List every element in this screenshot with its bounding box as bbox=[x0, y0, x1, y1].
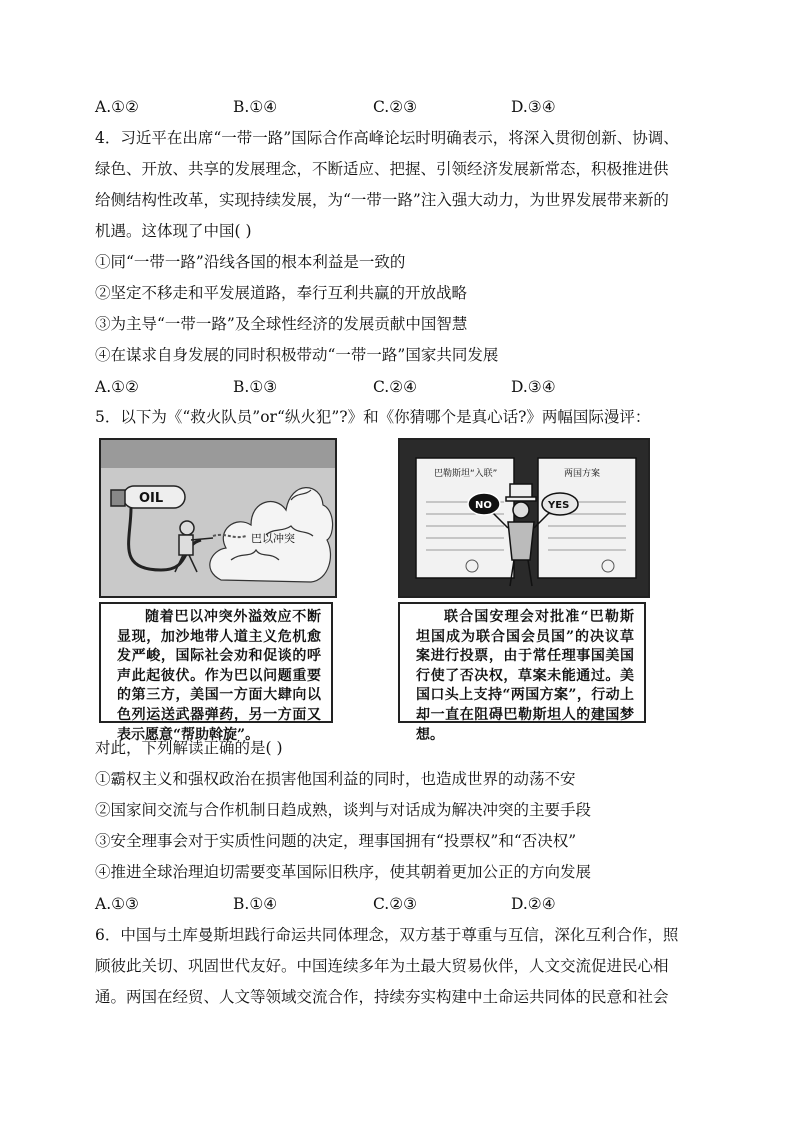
comic-firefighter-drawing bbox=[101, 440, 335, 596]
q5-option-b[interactable]: B.①④ bbox=[233, 895, 278, 913]
q3-option-b[interactable]: B.①④ bbox=[233, 98, 278, 116]
q5-option-a[interactable]: A.①③ bbox=[95, 895, 139, 913]
q4-statement-4: ④在谋求自身发展的同时积极带动“一带一路”国家共同发展 bbox=[95, 346, 499, 364]
comic-veto bbox=[398, 438, 650, 598]
comic-firefighter-caption-text: 随着巴以冲突外溢效应不断显现，加沙地带人道主义危机愈发严峻，国际社会劝和促谈的呼声此起彼伏。作为巴以问题重要的第三方，美国一方面大肆向以色列运送武器弹药，另一方面又表示愿意“帮助斡旋”。 bbox=[117, 609, 321, 743]
q4-statement-3: ③为主导“一带一路”及全球性经济的发展贡献中国智慧 bbox=[95, 315, 468, 333]
q6-stem-line-3: 通。两国在经贸、人文等领域交流合作，持续夯实构建中土命运共同体的民意和社会 bbox=[95, 988, 669, 1006]
q4-option-c[interactable]: C.②④ bbox=[373, 378, 418, 396]
q4-stem-line-4: 机遇。这体现了中国( ) bbox=[95, 222, 252, 240]
q3-options bbox=[95, 97, 695, 117]
q5-option-c[interactable]: C.②③ bbox=[373, 895, 418, 913]
q5-prompt: 对此，下列解读正确的是( ) bbox=[95, 739, 283, 757]
q4-statement-2: ②坚定不移走和平发展道路，奉行互利共赢的开放战略 bbox=[95, 284, 468, 302]
q4-stem-line-3: 给侧结构性改革，实现持续发展，为“一带一路”注入强大动力，为世界发展带来新的 bbox=[95, 191, 669, 209]
comic-veto-caption bbox=[398, 602, 646, 743]
q5-statement-2: ②国家间交流与合作机制日趋成熟，谈判与对话成为解决冲突的主要手段 bbox=[95, 801, 592, 819]
comic-veto-drawing bbox=[400, 440, 648, 596]
q5-statement-3: ③安全理事会对于实质性问题的决定，理事国拥有“投票权”和“否决权” bbox=[95, 832, 577, 850]
q3-option-a[interactable]: A.①② bbox=[95, 98, 139, 116]
comic-left-document-title: 巴勒斯坦“入联” bbox=[434, 469, 498, 479]
q4-stem-line-2: 绿色、开放、共享的发展理念，不断适应、把握、引领经济发展新常态，积极推进供 bbox=[95, 160, 669, 178]
q5-statement-1: ①霸权主义和强权政治在损害他国利益的同时，也造成世界的动荡不安 bbox=[95, 770, 576, 788]
comic-firefighter-caption bbox=[99, 602, 333, 743]
q4-option-d[interactable]: D.③④ bbox=[511, 378, 556, 396]
q4-option-a[interactable]: A.①② bbox=[95, 378, 139, 396]
q4-stem-line-1: 4．习近平在出席“一带一路”国际合作高峰论坛时明确表示，将深入贯彻创新、协调、 bbox=[95, 129, 679, 147]
q5-options bbox=[95, 894, 695, 914]
comic-yes-sign: YES bbox=[548, 500, 570, 511]
comic-veto-caption-text: 联合国安理会对批准“巴勒斯坦国成为联合国会员国”的决议草案进行投票，由于常任理事国美国行使了否决权，草案未能通过。美国口头上支持“两国方案”，行动上却一直在阻碍巴勒斯坦人的建国梦想。 bbox=[416, 609, 634, 743]
comic-fire-label: 巴以冲突 bbox=[251, 532, 295, 545]
q4-option-b[interactable]: B.①③ bbox=[233, 378, 278, 396]
q5-statement-4: ④推进全球治理迫切需要变革国际旧秩序，使其朝着更加公正的方向发展 bbox=[95, 863, 592, 881]
q4-statement-1: ①同“一带一路”沿线各国的根本利益是一致的 bbox=[95, 253, 406, 271]
q4-options bbox=[95, 377, 695, 397]
q5-stem: 5．以下为《“救火队员”or“纵火犯”?》和《你猜哪个是真心话?》两幅国际漫评： bbox=[95, 408, 651, 426]
q5-option-d[interactable]: D.②④ bbox=[511, 895, 556, 913]
comic-right-document-title: 两国方案 bbox=[564, 469, 601, 479]
q6-stem-line-2: 顾彼此关切、巩固世代友好。中国连续多年为土最大贸易伙伴，人文交流促进民心相 bbox=[95, 957, 669, 975]
q3-option-c[interactable]: C.②③ bbox=[373, 98, 418, 116]
q6-stem-line-1: 6．中国与土库曼斯坦践行命运共同体理念，双方基于尊重与互信，深化互利合作，照 bbox=[95, 926, 679, 944]
comic-oil-label: OIL bbox=[139, 491, 164, 506]
comic-firefighter bbox=[99, 438, 337, 598]
q3-option-d[interactable]: D.③④ bbox=[511, 98, 556, 116]
comic-no-sign: NO bbox=[475, 500, 492, 511]
